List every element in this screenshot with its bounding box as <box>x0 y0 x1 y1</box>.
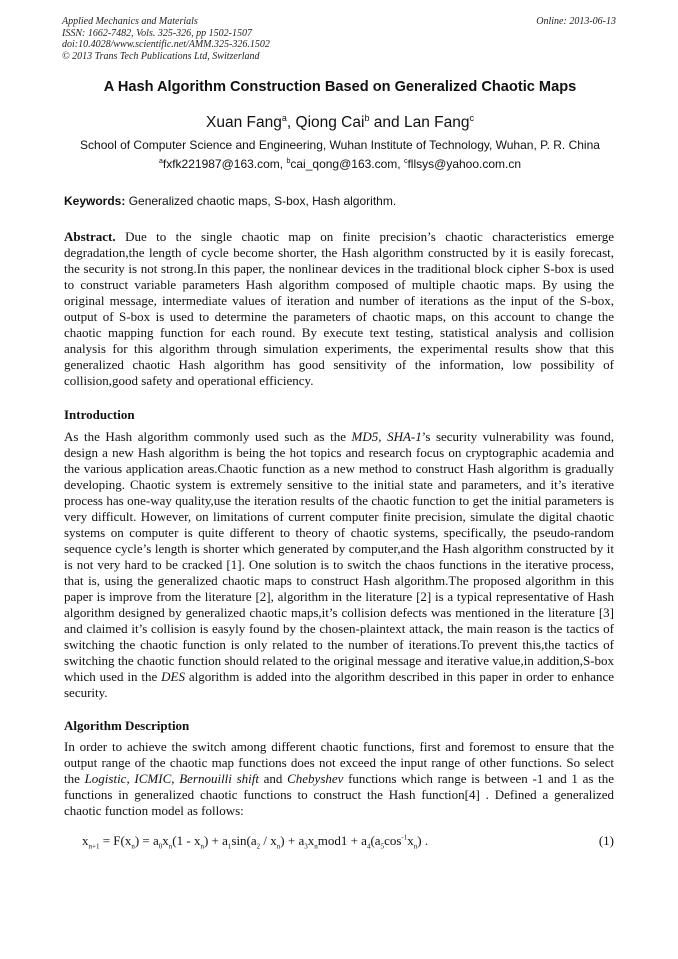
online-date: Online: 2013-06-13 <box>536 16 616 27</box>
author-separator: and <box>369 114 404 132</box>
author-affil-mark: a <box>281 113 287 123</box>
issn: ISSN: 1662-7482, Vols. 325-326, pp 1502-1507 <box>62 27 252 39</box>
copyright: © 2013 Trans Tech Publications Ltd, Switzerland <box>62 50 260 62</box>
algo-bernouilli: Bernouilli shift <box>179 771 259 786</box>
intro-text: ’s security vulnerability was found, design a new Hash algorithm is being the hot topics and research focus on cryptographic academia and the various application areas.Chaotic function as a new method to construct Hash algorithm is gradually developing. Chaotic system is extremely sensitive to the initial state and parameters, and it’s iterative process has one-way quality,use the iteration results of the chaotic function to get the initial parameters is very difficult. However, on limitations of current computer finite precision, simulate the digital chaotic systems on computer is quite different to theory of chaotic systems, specifically, the pseudo-random sequence cycle’s length is shorter which generated by computer,and the Hash algorithm constructed by it is not very hard to be cracked [1]. One solution is to switch the chaos functions in the iterative process, that is, using the generalized chaotic maps to construct Hash algorithm.The proposed algorithm in this paper is improve from the literature [2], algorithm in the literature [2] is a typical representative of Hash algorithm designed by generalized chaotic maps,it’s collision defects was mentioned in the literature [3] and claimed it’s collision is easyly found by the chosen-plaintext attack, the main reason is the tactics of switching the chaotic function is only related to the number of iterations.To prevent this,the tactics of switching the chaotic function should related to the original message and iterative value,in addition,S-box which used in the <box>64 429 614 684</box>
algo-text: , <box>126 771 135 786</box>
journal-name: Applied Mechanics and Materials <box>62 16 198 27</box>
email-mark: c <box>403 158 408 165</box>
author-name: Qiong Cai <box>295 114 365 132</box>
email-mark: b <box>286 158 291 165</box>
affiliation: School of Computer Science and Engineering, Wuhan Institute of Technology, Wuhan, P. R. China <box>80 138 600 152</box>
email-mark: a <box>158 158 163 165</box>
email: fllsys@yahoo.com.cn <box>407 157 522 171</box>
author-name: Xuan Fang <box>206 114 282 132</box>
abstract-text: Due to the single chaotic map on finite precision’s chaotic characteristics emerge degradation,the length of cycle become shorter, the Hash algorithm constructed by it is easily forecast, the security is not strong.In this paper, the nonlinear devices in the traditional block cipher S-box is used to construct variable parameters Hash algorithm composed of multiple chaotic maps. By using the original message, intermediate values of iteration and number of iterations as the input of the S-box, output of S-box is used to determine the parameters of chaotic maps, on this account to change the chaotic mapping function for each round. By execute text testing, statistical analysis and collision analysis for this algorithm through simulation experiments, the experimental results show that this generalized chaotic Hash algorithm has good sensitivity of the information, low possibility of collision,good safety and operational efficiency. <box>64 229 614 388</box>
keywords-label: Keywords: <box>64 194 126 208</box>
intro-md5: MD5 <box>351 429 379 444</box>
email: fxfk221987@163.com, <box>162 157 287 171</box>
journal-header <box>62 16 616 62</box>
author-separator: , <box>286 114 296 132</box>
intro-text: algorithm is added into the algorithm described in this paper in order to enhance security. <box>64 669 615 700</box>
equation-number: (1) <box>598 833 614 848</box>
algo-logistic: Logistic <box>84 771 127 786</box>
paper-title: A Hash Algorithm Construction Based on Generalized Chaotic Maps <box>103 79 577 95</box>
intro-text: As the Hash algorithm commonly used such as the <box>64 429 352 444</box>
author-affil-mark: c <box>469 113 474 123</box>
doi: doi:10.4028/www.scientific.net/AMM.325-326.1502 <box>62 39 270 50</box>
author-list <box>40 113 640 132</box>
introduction-body <box>64 429 614 701</box>
intro-sha1: SHA-1 <box>387 429 422 444</box>
algo-text: functions which range is between -1 and 1 as the functions in generalized chaotic functions to construct the Hash function[4] . Defined a generalized chaotic function model as follows: <box>64 771 615 818</box>
author-affil-mark: b <box>364 113 370 123</box>
algorithm-body <box>64 739 614 819</box>
equation-1 <box>82 833 614 851</box>
author-name: Lan Fang <box>403 114 470 132</box>
algo-text: In order to achieve the switch among different chaotic functions, first and foremost to ensure that the output range of the chaotic map functions does not exceed the input range of other functions. So select the <box>64 739 614 786</box>
author-emails <box>40 157 640 171</box>
algo-chebyshev: Chebyshev <box>287 771 344 786</box>
email: cai_qong@163.com, <box>290 157 404 171</box>
abstract <box>64 229 614 389</box>
algo-icmic: ICMIC <box>134 771 172 786</box>
keywords <box>64 194 616 208</box>
intro-des: DES <box>161 669 185 684</box>
keywords-text: Generalized chaotic maps, S-box, Hash algorithm. <box>125 194 397 208</box>
intro-text: , <box>378 429 388 444</box>
equation-body: $x_{n+1} = F(x_n) = a_0x_n(1 - x_n) + a_1\sin(a_2 / x_n) + a_3x_nmod1 + a_4(a_5\cos^{-1}x_n)$ . <box>82 833 429 851</box>
introduction-heading: Introduction <box>64 407 135 422</box>
algo-text: and <box>258 771 288 786</box>
abstract-label: Abstract. <box>64 229 116 244</box>
algorithm-heading: Algorithm Description <box>64 718 190 733</box>
algo-text: , <box>171 771 180 786</box>
